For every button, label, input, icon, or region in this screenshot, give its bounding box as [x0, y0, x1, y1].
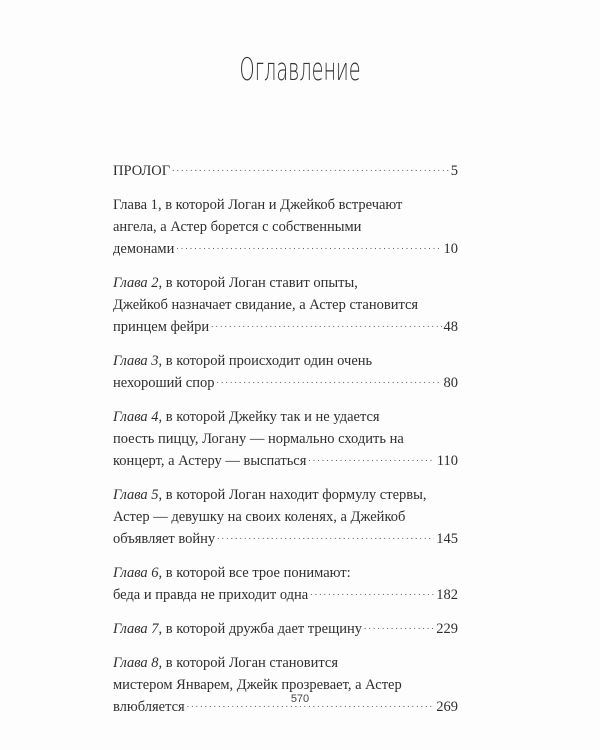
- dot-leader: [216, 373, 441, 388]
- dot-leader: [217, 529, 434, 544]
- toc-entry-text: , в которой происходит один очень: [158, 353, 373, 369]
- toc-entry-page: 182: [436, 587, 458, 603]
- toc-entry-label: Глава 4: [113, 409, 159, 425]
- toc-entry-text: , в которой дружба дает трещину: [158, 621, 363, 637]
- toc-entry-text: беда и правда не приходит одна: [113, 587, 309, 603]
- toc-entry-text: принцем фейри: [113, 319, 210, 335]
- toc-entry-text: демонами: [113, 241, 175, 257]
- dot-leader: [211, 317, 441, 332]
- toc-entry-line: [113, 450, 458, 472]
- toc-entry-text: нехороший спор: [113, 375, 215, 391]
- toc-entry-text: , в которой Логан находит формулу стервы,: [158, 487, 427, 503]
- dot-leader: [176, 239, 441, 254]
- toc-entry-page: 80: [443, 375, 458, 391]
- toc-entry-line: [113, 372, 458, 394]
- toc-entry-page: 229: [436, 621, 458, 637]
- toc-entry-label: Глава 8: [113, 655, 159, 671]
- toc-entry-prolog: [113, 160, 458, 182]
- toc-entry-line: [113, 562, 458, 584]
- toc-entry-page: 269: [436, 699, 458, 715]
- toc-entry-chapter-2: [113, 272, 458, 338]
- toc-entry-chapter-5: [113, 484, 458, 550]
- toc-entry-chapter-8: [113, 652, 458, 718]
- toc-entry-chapter-7: [113, 618, 458, 640]
- toc-entry-page: 5: [450, 163, 458, 179]
- toc-entry-page: 145: [436, 531, 458, 547]
- table-of-contents: [113, 160, 458, 730]
- toc-entry-line: [113, 194, 458, 216]
- dot-leader: [310, 585, 434, 600]
- toc-entry-text: , в которой Логан становится: [158, 655, 339, 671]
- toc-entry-chapter-3: [113, 350, 458, 394]
- toc-entry-page: 110: [436, 453, 458, 469]
- toc-entry-label: Глава 7: [113, 621, 159, 637]
- toc-entry-label: Глава 5: [113, 487, 159, 503]
- toc-entry-label: Глава 6: [113, 565, 159, 581]
- toc-entry-line: мистером Январем, Джейк прозревает, а Астер: [113, 677, 402, 693]
- toc-entry-text: , в которой Логан ставит опыты,: [158, 275, 358, 291]
- dot-leader: [364, 619, 434, 634]
- toc-entry-line: [113, 316, 458, 338]
- toc-entry-page: 48: [443, 319, 458, 335]
- toc-entry-line: [113, 652, 458, 674]
- toc-entry-line: [113, 238, 458, 260]
- page-number: 570: [290, 693, 310, 705]
- toc-entry-text: концерт, а Астеру — выспаться: [113, 453, 307, 469]
- dot-leader: [308, 451, 434, 466]
- toc-entry-label: Глава 2: [113, 275, 159, 291]
- toc-entry-page: 10: [443, 241, 458, 257]
- toc-entry-label: Глава 1: [113, 197, 158, 213]
- toc-entry-line: [113, 272, 458, 294]
- dot-leader: [172, 161, 449, 176]
- page-title: Оглавление: [239, 52, 361, 88]
- toc-entry-line: ангела, а Астер борется с собственными: [113, 219, 362, 235]
- toc-entry-line: [113, 350, 458, 372]
- toc-entry-line: [113, 528, 458, 550]
- toc-entry-line: [113, 484, 458, 506]
- toc-entry-text: объявляет войну: [113, 531, 216, 547]
- toc-entry-text: [113, 618, 362, 640]
- toc-entry-line: поесть пиццу, Логану — нормально сходить на: [113, 431, 404, 447]
- toc-entry-line: [113, 406, 458, 428]
- toc-entry-text: , в которой все трое понимают:: [158, 565, 351, 581]
- toc-entry-line: [113, 618, 458, 640]
- toc-entry-line: [113, 160, 458, 182]
- toc-entry-label: Глава 3: [113, 353, 159, 369]
- toc-entry-text: , в которой Джейку так и не удается: [158, 409, 380, 425]
- toc-entry-line: Астер — девушку на своих коленях, а Джейкоб: [113, 509, 406, 525]
- toc-entry-text: влюбляется: [113, 699, 185, 715]
- toc-entry-chapter-1: [113, 194, 458, 260]
- toc-entry-line: Джейкоб назначает свидание, а Астер становится: [113, 297, 419, 313]
- toc-entry-label: ПРОЛОГ: [113, 163, 171, 179]
- toc-entry-chapter-6: [113, 562, 458, 606]
- toc-entry-chapter-4: [113, 406, 458, 472]
- toc-entry-text: , в которой Логан и Джейкоб встречают: [157, 197, 403, 213]
- toc-entry-line: [113, 584, 458, 606]
